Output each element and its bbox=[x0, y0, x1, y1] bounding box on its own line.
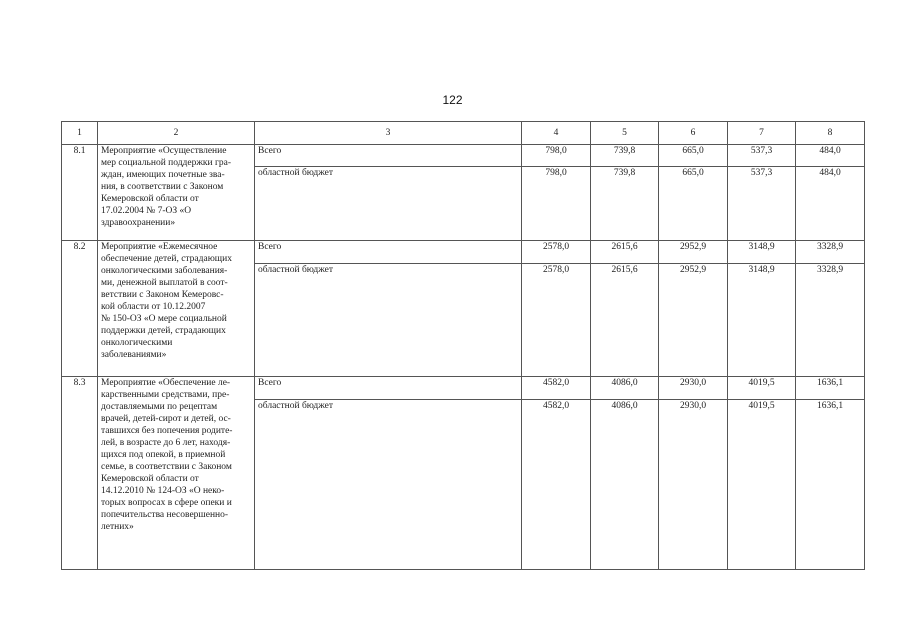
value-cell: 665,0 bbox=[659, 145, 728, 167]
value-cell: 3148,9 bbox=[728, 264, 796, 377]
funding-source: областной бюджет bbox=[255, 167, 522, 241]
description-line: заболеваниями» bbox=[101, 350, 167, 360]
table-row bbox=[62, 241, 865, 264]
funding-source: областной бюджет bbox=[255, 400, 522, 570]
value-cell: 3148,9 bbox=[728, 241, 796, 264]
description-line: мер социальной поддержки гра- bbox=[101, 158, 232, 168]
table-header-row bbox=[62, 122, 865, 145]
value-cell: 798,0 bbox=[522, 145, 591, 167]
description-line: семье, в соответствии с Законом bbox=[101, 462, 232, 472]
description-line: поддержки детей, страдающих bbox=[101, 326, 226, 336]
value-cell: 2930,0 bbox=[659, 377, 728, 400]
description-line: торых вопросах в сфере опеки и bbox=[101, 498, 232, 508]
funding-source: областной бюджет bbox=[255, 264, 522, 377]
value-cell: 739,8 bbox=[591, 145, 659, 167]
description-line: онкологическими bbox=[101, 338, 173, 348]
description-line: летних» bbox=[101, 522, 134, 532]
activity-description bbox=[98, 377, 255, 570]
funding-source: Всего bbox=[255, 377, 522, 400]
value-cell: 4582,0 bbox=[522, 377, 591, 400]
budget-table bbox=[61, 121, 865, 570]
funding-source: Всего bbox=[255, 241, 522, 264]
description-line: здравоохранении» bbox=[101, 218, 176, 228]
value-cell: 798,0 bbox=[522, 167, 591, 241]
value-cell: 665,0 bbox=[659, 167, 728, 241]
description-line: карственными средствами, пре- bbox=[101, 390, 230, 400]
row-number: 8.2 bbox=[62, 241, 98, 377]
column-header: 5 bbox=[591, 122, 659, 145]
description-line: лей, в возрасте до 6 лет, находя- bbox=[101, 438, 231, 448]
value-cell: 2578,0 bbox=[522, 264, 591, 377]
value-cell: 2952,9 bbox=[659, 264, 728, 377]
value-cell: 2930,0 bbox=[659, 400, 728, 570]
value-cell: 484,0 bbox=[796, 145, 865, 167]
value-cell: 2952,9 bbox=[659, 241, 728, 264]
description-line: тавшихся без попечения родите- bbox=[101, 426, 233, 436]
value-cell: 3328,9 bbox=[796, 241, 865, 264]
value-cell: 1636,1 bbox=[796, 400, 865, 570]
column-header: 3 bbox=[255, 122, 522, 145]
description-line: ми, денежной выплатой в соот- bbox=[101, 278, 228, 288]
funding-source: Всего bbox=[255, 145, 522, 167]
description-line: ветствии с Законом Кемеровс- bbox=[101, 290, 224, 300]
column-header: 2 bbox=[98, 122, 255, 145]
activity-description bbox=[98, 241, 255, 377]
column-header: 6 bbox=[659, 122, 728, 145]
value-cell: 739,8 bbox=[591, 167, 659, 241]
row-number: 8.1 bbox=[62, 145, 98, 241]
description-line: ждан, имеющих почетные зва- bbox=[101, 170, 225, 180]
row-number: 8.3 bbox=[62, 377, 98, 570]
value-cell: 537,3 bbox=[728, 167, 796, 241]
value-cell: 3328,9 bbox=[796, 264, 865, 377]
description-line: № 150-ОЗ «О мере социальной bbox=[101, 314, 227, 324]
description-line: Мероприятие «Обеспечение ле- bbox=[101, 378, 231, 388]
value-cell: 4019,5 bbox=[728, 400, 796, 570]
value-cell: 2615,6 bbox=[591, 241, 659, 264]
description-line: Кемеровской области от bbox=[101, 194, 199, 204]
description-line: 17.02.2004 № 7-ОЗ «О bbox=[101, 206, 192, 216]
value-cell: 4086,0 bbox=[591, 377, 659, 400]
activity-description bbox=[98, 145, 255, 241]
description-line: попечительства несовершенно- bbox=[101, 510, 229, 520]
table-row bbox=[62, 145, 865, 167]
value-cell: 2615,6 bbox=[591, 264, 659, 377]
value-cell: 4086,0 bbox=[591, 400, 659, 570]
description-line: щихся под опекой, в приемной bbox=[101, 450, 226, 460]
column-header: 8 bbox=[796, 122, 865, 145]
description-line: онкологическими заболевания- bbox=[101, 266, 228, 276]
description-line: кой области от 10.12.2007 bbox=[101, 302, 206, 312]
value-cell: 2578,0 bbox=[522, 241, 591, 264]
value-cell: 1636,1 bbox=[796, 377, 865, 400]
column-header: 7 bbox=[728, 122, 796, 145]
column-header: 1 bbox=[62, 122, 98, 145]
value-cell: 537,3 bbox=[728, 145, 796, 167]
page-number: 122 bbox=[442, 93, 463, 107]
value-cell: 484,0 bbox=[796, 167, 865, 241]
description-line: Мероприятие «Ежемесячное bbox=[101, 242, 218, 252]
description-line: доставляемыми по рецептам bbox=[101, 402, 218, 412]
table-row bbox=[62, 377, 865, 400]
description-line: обеспечение детей, страдающих bbox=[101, 254, 232, 264]
description-line: Кемеровской области от bbox=[101, 474, 199, 484]
value-cell: 4019,5 bbox=[728, 377, 796, 400]
description-line: 14.12.2010 № 124-ОЗ «О неко- bbox=[101, 486, 225, 496]
description-line: ния, в соответствии с Законом bbox=[101, 182, 224, 192]
column-header: 4 bbox=[522, 122, 591, 145]
description-line: врачей, детей-сирот и детей, ос- bbox=[101, 414, 231, 424]
description-line: Мероприятие «Осуществление bbox=[101, 146, 227, 156]
value-cell: 4582,0 bbox=[522, 400, 591, 570]
